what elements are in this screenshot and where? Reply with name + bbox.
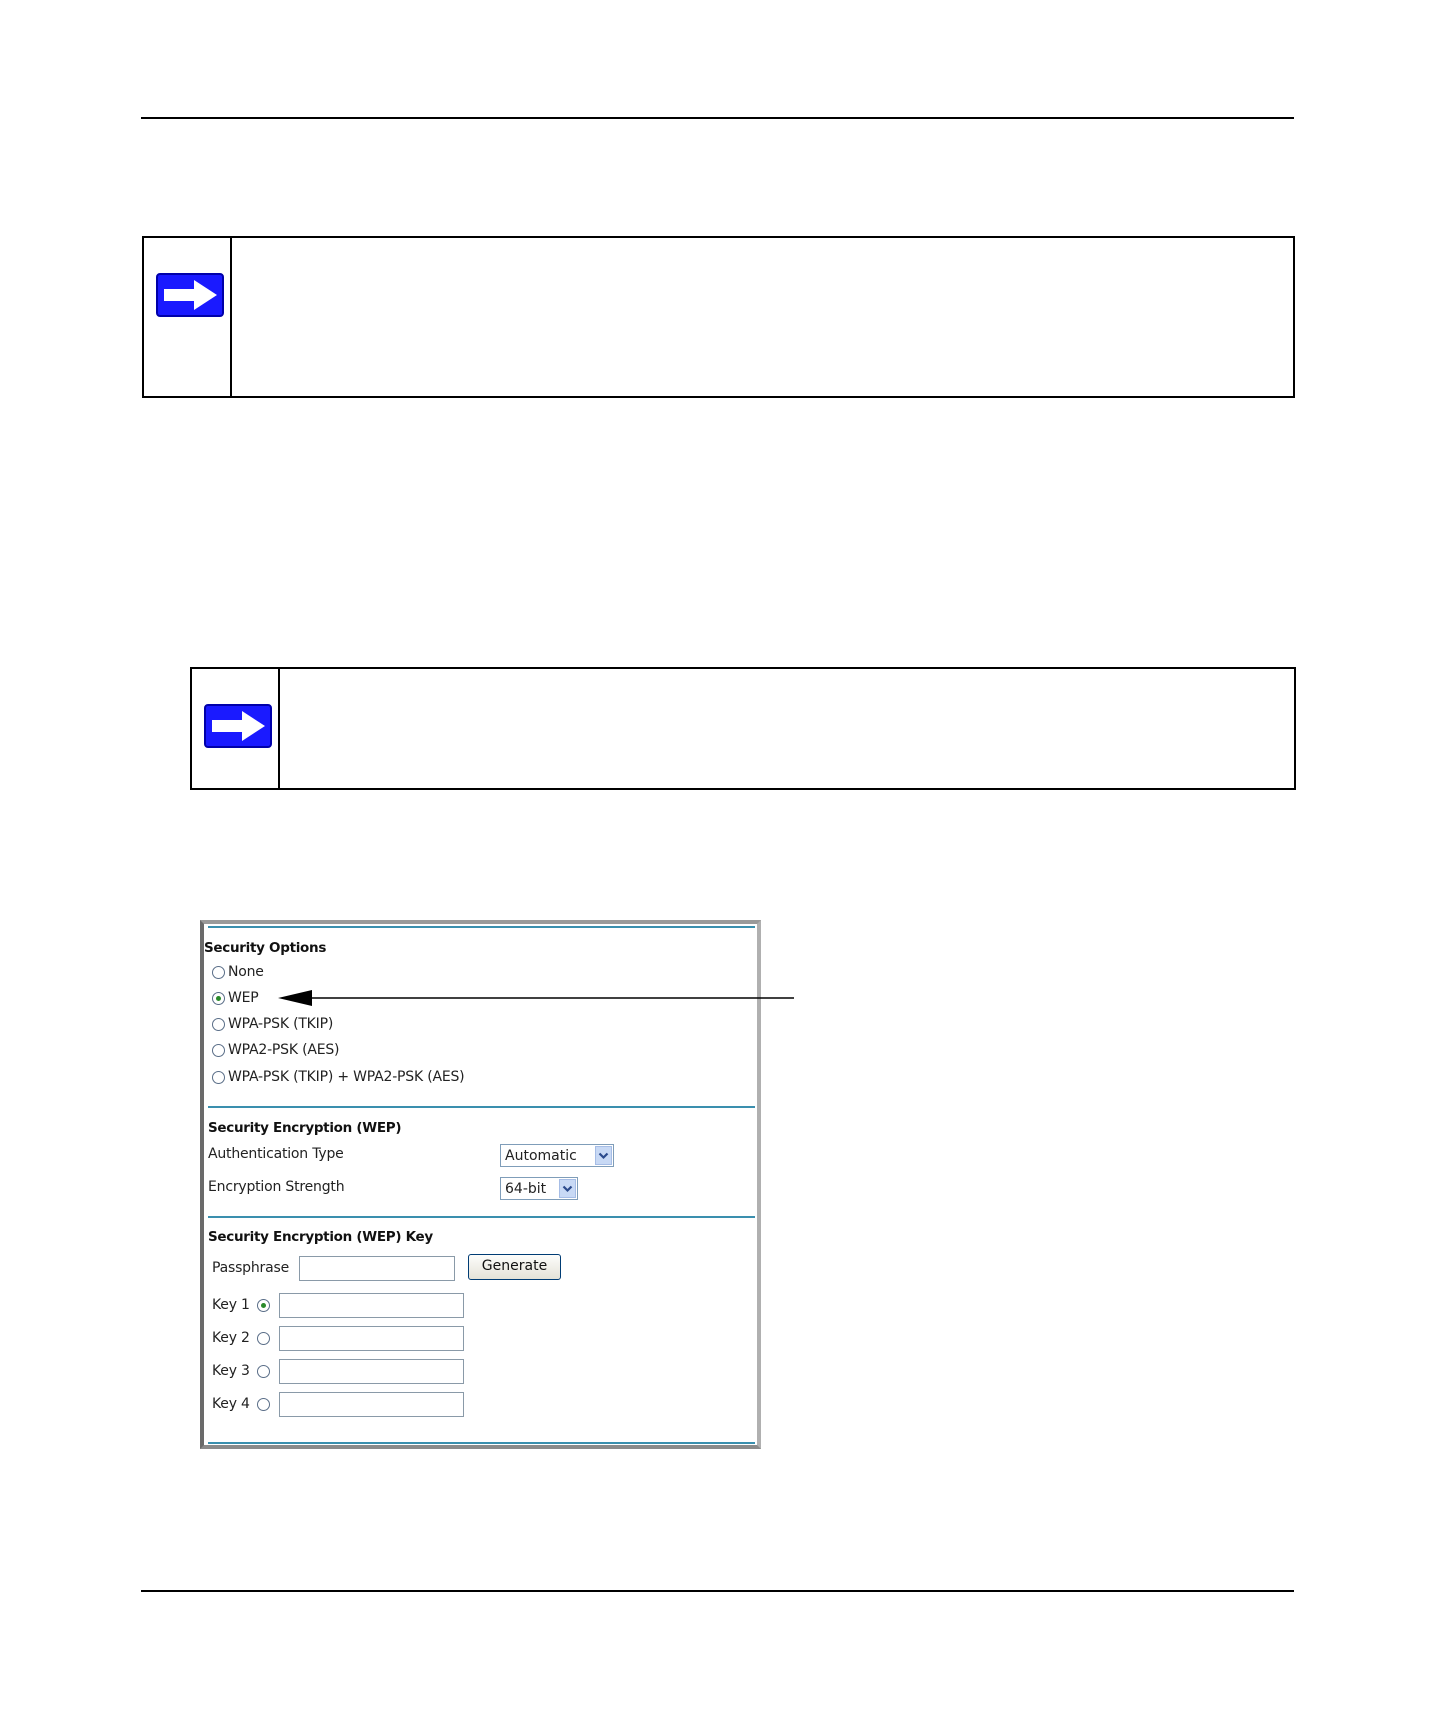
key1-radio[interactable] [257, 1299, 270, 1312]
key4-radio[interactable] [257, 1398, 270, 1411]
encryption-strength-select[interactable] [500, 1177, 578, 1200]
radio-wpa2-psk-aes[interactable] [212, 1044, 225, 1057]
section-rule [208, 1106, 755, 1108]
key1-input[interactable] [279, 1293, 464, 1318]
key2-label: Key 2 [212, 1330, 250, 1346]
radio-none[interactable] [212, 966, 225, 979]
header-rule [141, 117, 1294, 119]
key1-label: Key 1 [212, 1297, 250, 1313]
auth-type-select[interactable] [500, 1144, 614, 1167]
key3-input[interactable] [279, 1359, 464, 1384]
option-none-label: None [228, 964, 264, 980]
radio-wpa-psk-tkip[interactable] [212, 1018, 225, 1031]
passphrase-input[interactable] [299, 1256, 455, 1281]
generate-button[interactable]: Generate [468, 1254, 561, 1280]
option-wpa2-psk-label: WPA2-PSK (AES) [228, 1042, 340, 1058]
panel-bottom-rule [208, 1442, 755, 1444]
right-arrow-icon [156, 273, 224, 322]
note-text [280, 669, 1294, 788]
auth-type-value: Automatic [505, 1148, 577, 1164]
key4-input[interactable] [279, 1392, 464, 1417]
key2-input[interactable] [279, 1326, 464, 1351]
note-box [142, 236, 1295, 398]
auth-type-label: Authentication Type [208, 1146, 344, 1162]
option-wep-label: WEP [228, 990, 259, 1006]
chevron-down-icon[interactable] [559, 1179, 576, 1198]
footer-rule [141, 1590, 1294, 1592]
security-options-title: Security Options [204, 940, 327, 956]
key3-label: Key 3 [212, 1363, 250, 1379]
key4-label: Key 4 [212, 1396, 250, 1412]
encryption-section-title: Security Encryption (WEP) [208, 1120, 402, 1136]
note-text [232, 238, 1293, 396]
radio-wep[interactable] [212, 992, 225, 1005]
chevron-down-icon[interactable] [595, 1146, 612, 1165]
radio-wpa-wpa2-mixed[interactable] [212, 1071, 225, 1084]
option-mixed-label: WPA-PSK (TKIP) + WPA2-PSK (AES) [228, 1069, 465, 1085]
encryption-strength-label: Encryption Strength [208, 1179, 345, 1195]
section-rule [208, 1216, 755, 1218]
callout-arrow [270, 985, 800, 1011]
note-box [190, 667, 1296, 790]
option-wpa-psk-label: WPA-PSK (TKIP) [228, 1016, 334, 1032]
encryption-strength-value: 64-bit [505, 1181, 547, 1197]
key2-radio[interactable] [257, 1332, 270, 1345]
key3-radio[interactable] [257, 1365, 270, 1378]
panel-top-rule [208, 926, 755, 928]
passphrase-label: Passphrase [212, 1260, 289, 1276]
right-arrow-icon [204, 704, 272, 753]
wep-key-section-title: Security Encryption (WEP) Key [208, 1229, 433, 1245]
